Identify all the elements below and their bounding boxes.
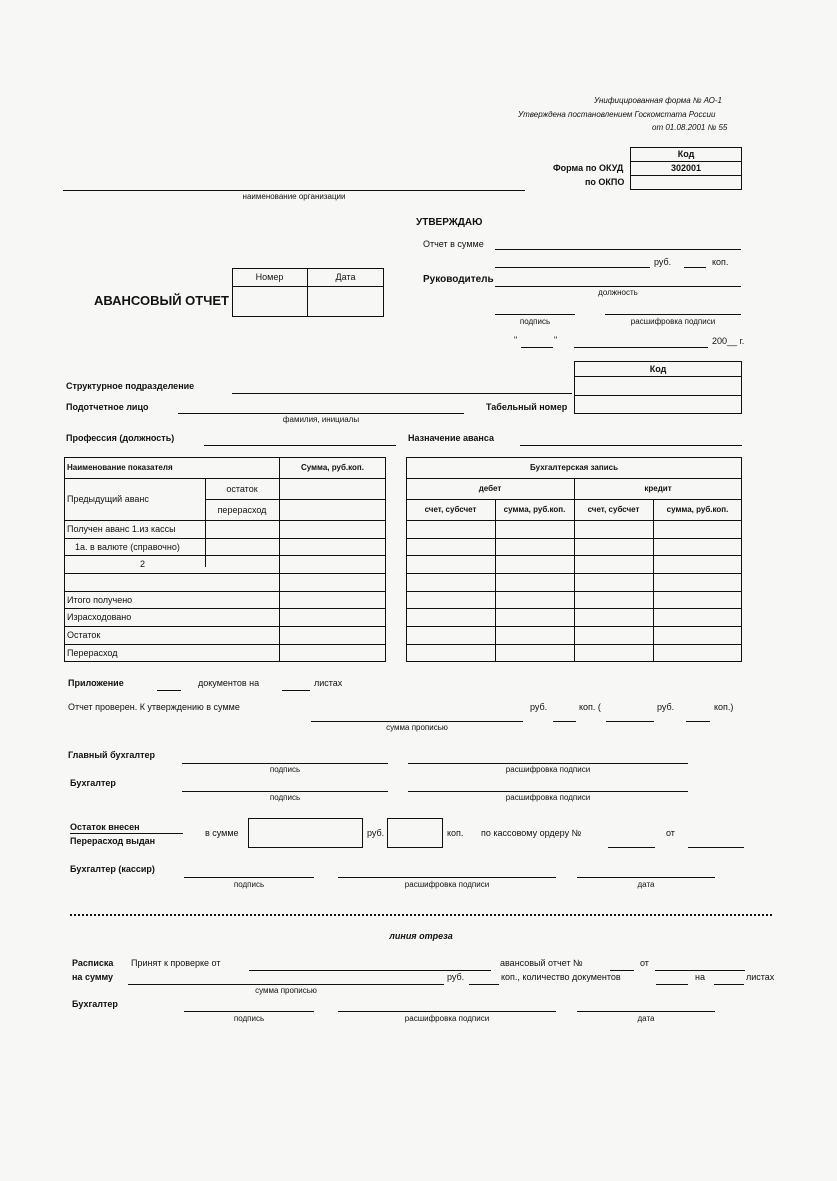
remainder-label: Остаток [67,630,101,640]
month-line[interactable] [574,347,708,348]
debit-header: дебет [478,484,502,493]
appendix-docs-line[interactable] [157,690,181,691]
okud-label: Форма по ОКУД [553,163,624,173]
receipt-label: Расписка [72,958,114,968]
receipt-on-label: на [695,972,705,982]
cash-order-label: по кассовому ордеру № [481,828,582,838]
kop-label: коп. [712,257,729,267]
cut-line-divider [70,914,772,916]
cashier-label: Бухгалтер (кассир) [70,864,155,874]
chief-signature-line[interactable] [182,763,388,764]
appendix-docs-label: документов на [198,678,260,688]
cash-from-label: от [666,828,675,838]
report-sum-line[interactable] [495,249,741,250]
org-name-line[interactable] [63,190,525,191]
accountant-label: Бухгалтер [70,778,116,788]
cash-order-line[interactable] [608,847,655,848]
total-received-label: Итого получено [67,595,133,605]
report-sum-kop-line[interactable] [684,267,706,268]
checked-sum-line[interactable] [311,721,523,722]
cashier-date-line[interactable] [577,877,715,878]
prev-advance-label: Предыдущий аванс [67,494,149,504]
org-name-caption: наименование организации [242,192,346,201]
receipt-from-label: от [640,958,649,968]
purpose-label: Назначение аванса [408,433,494,443]
accountant-signature-caption: подпись [269,793,301,802]
form-approval-line: Утверждена постановлением Госкомстата России [518,110,716,119]
checked-rub2-line[interactable] [606,721,654,722]
appendix-sheets-line[interactable] [282,690,310,691]
head-decode-line[interactable] [605,314,741,315]
form-code-line: Унифицированная форма № АО-1 [594,96,722,105]
report-sum-rub-line[interactable] [495,267,650,268]
form-date-line: от 01.08.2001 № 55 [652,123,728,132]
cash-rub-label: руб. [367,828,385,838]
cut-line-label: линия отреза [389,931,453,941]
day-line[interactable] [521,347,553,348]
col-indicator-header: Наименование показателя [67,463,173,472]
cashier-decode-line[interactable] [338,877,556,878]
cashier-decode-caption: расшифровка подписи [404,880,490,889]
tab-number-label: Табельный номер [486,402,568,412]
checked-rub-line[interactable] [553,721,576,722]
credit-account-header: счет, субсчет [587,505,640,514]
accountant-decode-caption: расшифровка подписи [505,793,591,802]
checked-label: Отчет проверен. К утверждению в сумме [68,702,240,712]
receipt-docs-line[interactable] [656,984,688,985]
number-header: Номер [255,272,284,282]
receipt-rub-line[interactable] [469,984,499,985]
person-line[interactable] [178,413,464,414]
receipt-date-line-2[interactable] [577,1011,715,1012]
receipt-sheets-line[interactable] [714,984,744,985]
appendix-sheets-label: листах [314,678,343,688]
profession-line[interactable] [204,445,396,446]
accounting-header: Бухгалтерская запись [530,463,618,472]
report-sum-label: Отчет в сумме [423,239,484,249]
overspend-sub-label: перерасход [217,505,267,515]
receipt-on-sum-label: на сумму [72,972,114,982]
okpo-label: по ОКПО [585,177,625,187]
credit-header: кредит [644,484,672,493]
in-sum-label: в сумме [205,828,239,838]
spent-label: Израсходовано [67,612,132,622]
receipt-decode-line[interactable] [338,1011,556,1012]
debit-sum-header: сумма, руб.коп. [503,505,566,514]
checked-kop-close: коп.) [714,702,734,712]
col-sum-header: Сумма, руб.коп. [301,463,364,472]
person-label: Подотчетное лицо [66,402,149,412]
checked-rub2: руб. [657,702,675,712]
received-currency-label: 1а. в валюте (справочно) [75,542,180,552]
receipt-report-no-line[interactable] [610,970,634,971]
receipt-decode-caption: расшифровка подписи [404,1014,490,1023]
kod-header: Код [649,364,667,374]
approve-title: УТВЕРЖДАЮ [416,217,483,228]
division-line[interactable] [232,393,572,394]
okud-value: 302001 [670,163,702,173]
cash-kop-box[interactable] [387,818,443,848]
signature-caption: подпись [519,317,551,326]
receipt-sum-line[interactable] [128,984,444,985]
cash-rub-box[interactable] [248,818,363,848]
remainder-sub-label: остаток [226,484,258,494]
accountant-signature-line[interactable] [182,791,388,792]
receipt-sum-caption: сумма прописью [255,986,317,995]
cashier-signature-line[interactable] [184,877,314,878]
head-signature-line[interactable] [495,314,575,315]
checked-kop-open: коп. ( [579,702,601,712]
decode-caption: расшифровка подписи [630,317,716,326]
receipt-signature-caption: подпись [233,1014,265,1023]
cashier-signature-caption: подпись [233,880,265,889]
quote-close: " [554,335,558,345]
sum-words-caption: сумма прописью [386,723,448,732]
checked-rub: руб. [530,702,548,712]
received-label: Получен аванс 1.из кассы [67,524,176,534]
head-position-line[interactable] [495,286,741,287]
year-label: 200__ г. [712,336,745,346]
debit-account-header: счет, субсчет [424,505,477,514]
remainder-in-label: Остаток внесен [70,822,140,832]
name-caption: фамилия, инициалы [282,415,360,424]
rub-label: руб. [654,257,672,267]
purpose-line[interactable] [520,445,742,446]
receipt-signature-line[interactable] [184,1011,314,1012]
row-2-label: 2 [140,559,146,569]
position-caption: должность [598,288,638,297]
page-title: АВАНСОВЫЙ ОТЧЕТ [94,293,229,308]
quote-open: " [514,335,518,345]
chief-decode-line[interactable] [408,763,688,764]
chief-decode-caption: расшифровка подписи [505,765,591,774]
profession-label: Профессия (должность) [66,433,175,443]
receipt-report-no-label: авансовый отчет № [500,958,583,968]
chief-accountant-label: Главный бухгалтер [68,750,156,760]
overspend-label: Перерасход [67,648,118,658]
receipt-rub: руб. [447,972,465,982]
head-label: Руководитель [423,274,494,285]
receipt-accepted-line[interactable] [249,970,491,971]
chief-signature-caption: подпись [269,765,301,774]
receipt-sheets-label: листах [746,972,775,982]
codes-header: Код [677,149,695,159]
overspend-out-label: Перерасход выдан [70,836,156,846]
receipt-kop-docs: коп., количество документов [501,972,621,982]
cash-kop-label: коп. [447,828,464,838]
division-label: Структурное подразделение [66,381,195,391]
cashier-date-caption: дата [637,880,655,889]
receipt-date-line[interactable] [655,970,745,971]
receipt-accepted-label: Принят к проверке от [131,958,221,968]
receipt-date-caption: дата [637,1014,655,1023]
checked-kop-line[interactable] [686,721,710,722]
accountant-decode-line[interactable] [408,791,688,792]
cash-date-line[interactable] [688,847,744,848]
date-header: Дата [335,272,356,282]
credit-sum-header: сумма, руб.коп. [666,505,729,514]
appendix-label: Приложение [68,678,124,688]
receipt-accountant-label: Бухгалтер [72,999,118,1009]
